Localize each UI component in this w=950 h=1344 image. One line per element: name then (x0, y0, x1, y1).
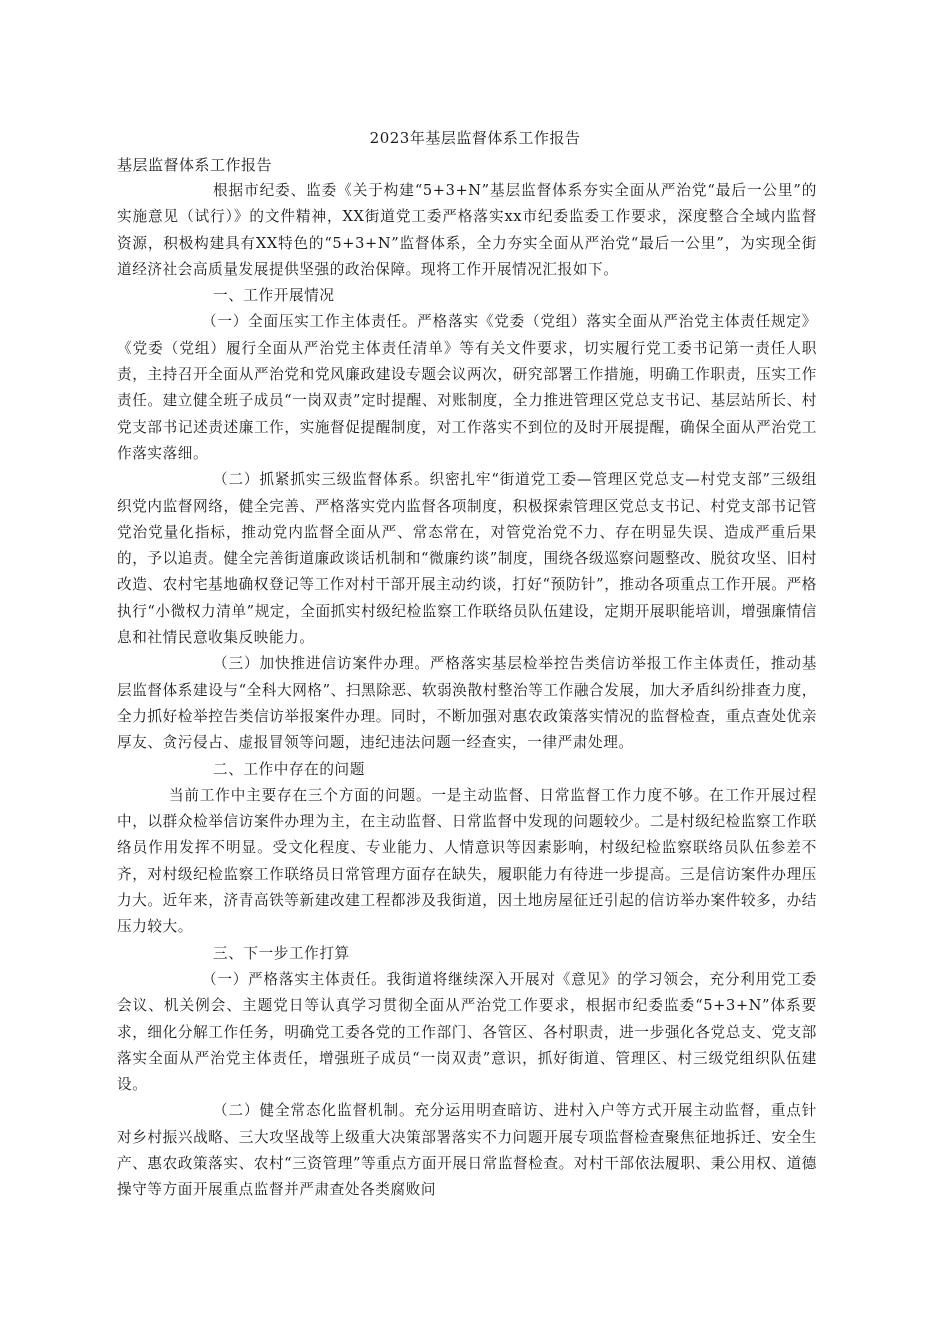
document-body (117, 178, 817, 1204)
section-heading-1: 一、工作开展情况 (213, 287, 335, 305)
paragraph-2: 当前工作中主要存在三个方面的问题。一是主动监督、日常监督工作力度不够。在工作开展过程中，以群众检举信访案件办理为主，在主动监督、日常监督中发现的问题较少。二是村级纪检监察工作联络员作用发挥不明显。受文化程度、专业能力、人情意识等因素影响，村级纪检监察联络员队伍参差不齐，对村级纪检监察工作联络员日常管理方面存在缺失，履职能力有待进一步提高。三是信访案件办理压力大。近年来，济青高铁等新建改建工程都涉及我街道，因土地房屋征迁引起的信访举办案件较多，办结压力较大。 (117, 786, 817, 936)
section-heading-2: 二、工作中存在的问题 (213, 760, 365, 778)
paragraph-intro: 根据市纪委、监委《关于构建“5+3+N”基层监督体系夯实全面从严治党“最后一公里”的实施意见（试行）》的文件精神，XX街道党工委严格落实xx市纪委监委工作要求，深度整合全域内监督资源，积极构建具有XX特色的“5+3+N”监督体系，全力夯实全面从严治党“最后一公里”，为实现全街道经济社会高质量发展提供坚强的政治保障。现将工作开展情况汇报如下。 (117, 182, 817, 278)
paragraph-1-3: （三）加快推进信访案件办理。严格落实基层检举控告类信访举报工作主体责任，推动基层监督体系建设与“全科大网格”、扫黑除恶、软弱涣散村整治等工作融合发展，加大矛盾纠纷排查力度，全力抓好检举控告类信访举报案件办理。同时，不断加强对惠农政策落实情况的监督检查，重点查处优亲厚友、贪污侵占、虚报冒领等问题，违纪违法问题一经查实，一律严肃处理。 (117, 655, 817, 752)
paragraph-3-2: （二）健全常态化监督机制。充分运用明查暗访、进村入户等方式开展主动监督，重点针对乡村振兴战略、三大攻坚战等上级重大决策部署落实不力问题开展专项监督检查聚焦征地拆迁、安全生产、惠农政策落实、农村“三资管理”等重点方面开展日常监督检查。对村干部依法履职、秉公用权、道德操守等方面开展重点监督并严肃查处各类腐败问 (117, 1102, 817, 1199)
paragraph-1-2: （二）抓紧抓实三级监督体系。织密扎牢“街道党工委—管理区党总支—村党支部”三级组织党内监督网络，健全完善、严格落实党内监督各项制度，积极探索管理区党总支书记、村党支部书记管党治党量化指标，推动党内监督全面从严、常态常在，对管党治党不力、存在明显失误、造成严重后果的，予以追责。健全完善街道廉政谈话机制和“微廉约谈”制度，围绕各级巡察问题整改、脱贫攻坚、旧村改造、农村宅基地确权登记等工作对村干部开展主动约谈，打好“预防针”，推动各项重点工作开展。严格执行“小微权力清单”规定，全面抓实村级纪检监察工作联络员队伍建设，定期开展职能培训，增强廉情信息和社情民意收集反映能力。 (117, 471, 817, 647)
paragraph-3-1: （一）严格落实主体责任。我街道将继续深入开展对《意见》的学习领会，充分利用党工委会议、机关例会、主题党日等认真学习贯彻全面从严治党工作要求，根据市纪委监委“5+3+N”体系要求，细化分解工作任务，明确党工委各党的工作部门、各管区、各村职责，进一步强化各党总支、党支部落实全面从严治党主体责任，增强班子成员“一岗双责”意识，抓好街道、管理区、村三级党组织队伍建设。 (117, 970, 817, 1094)
document-subtitle: 基层监督体系工作报告 (117, 156, 273, 174)
section-heading-3: 三、下一步工作打算 (213, 944, 350, 962)
document-title: 2023年基层监督体系工作报告 (369, 129, 581, 147)
paragraph-1-1: （一）全面压实工作主体责任。严格落实《党委（党组）落实全面从严治党主体责任规定》《党委（党组）履行全面从严治党主体责任清单》等有关文件要求，切实履行党工委书记第一责任人职责，主持召开全面从严治党和党风廉政建设专题会议两次，研究部署工作措施，明确工作职责，压实工作责任。建立健全班子成员“一岗双责”定时提醒、对账制度，全力推进管理区党总支书记、基层站所长、村党支部书记述责述廉工作，实施督促提醒制度，对工作落实不到位的及时开展提醒，确保全面从严治党工作落实落细。 (117, 313, 817, 462)
